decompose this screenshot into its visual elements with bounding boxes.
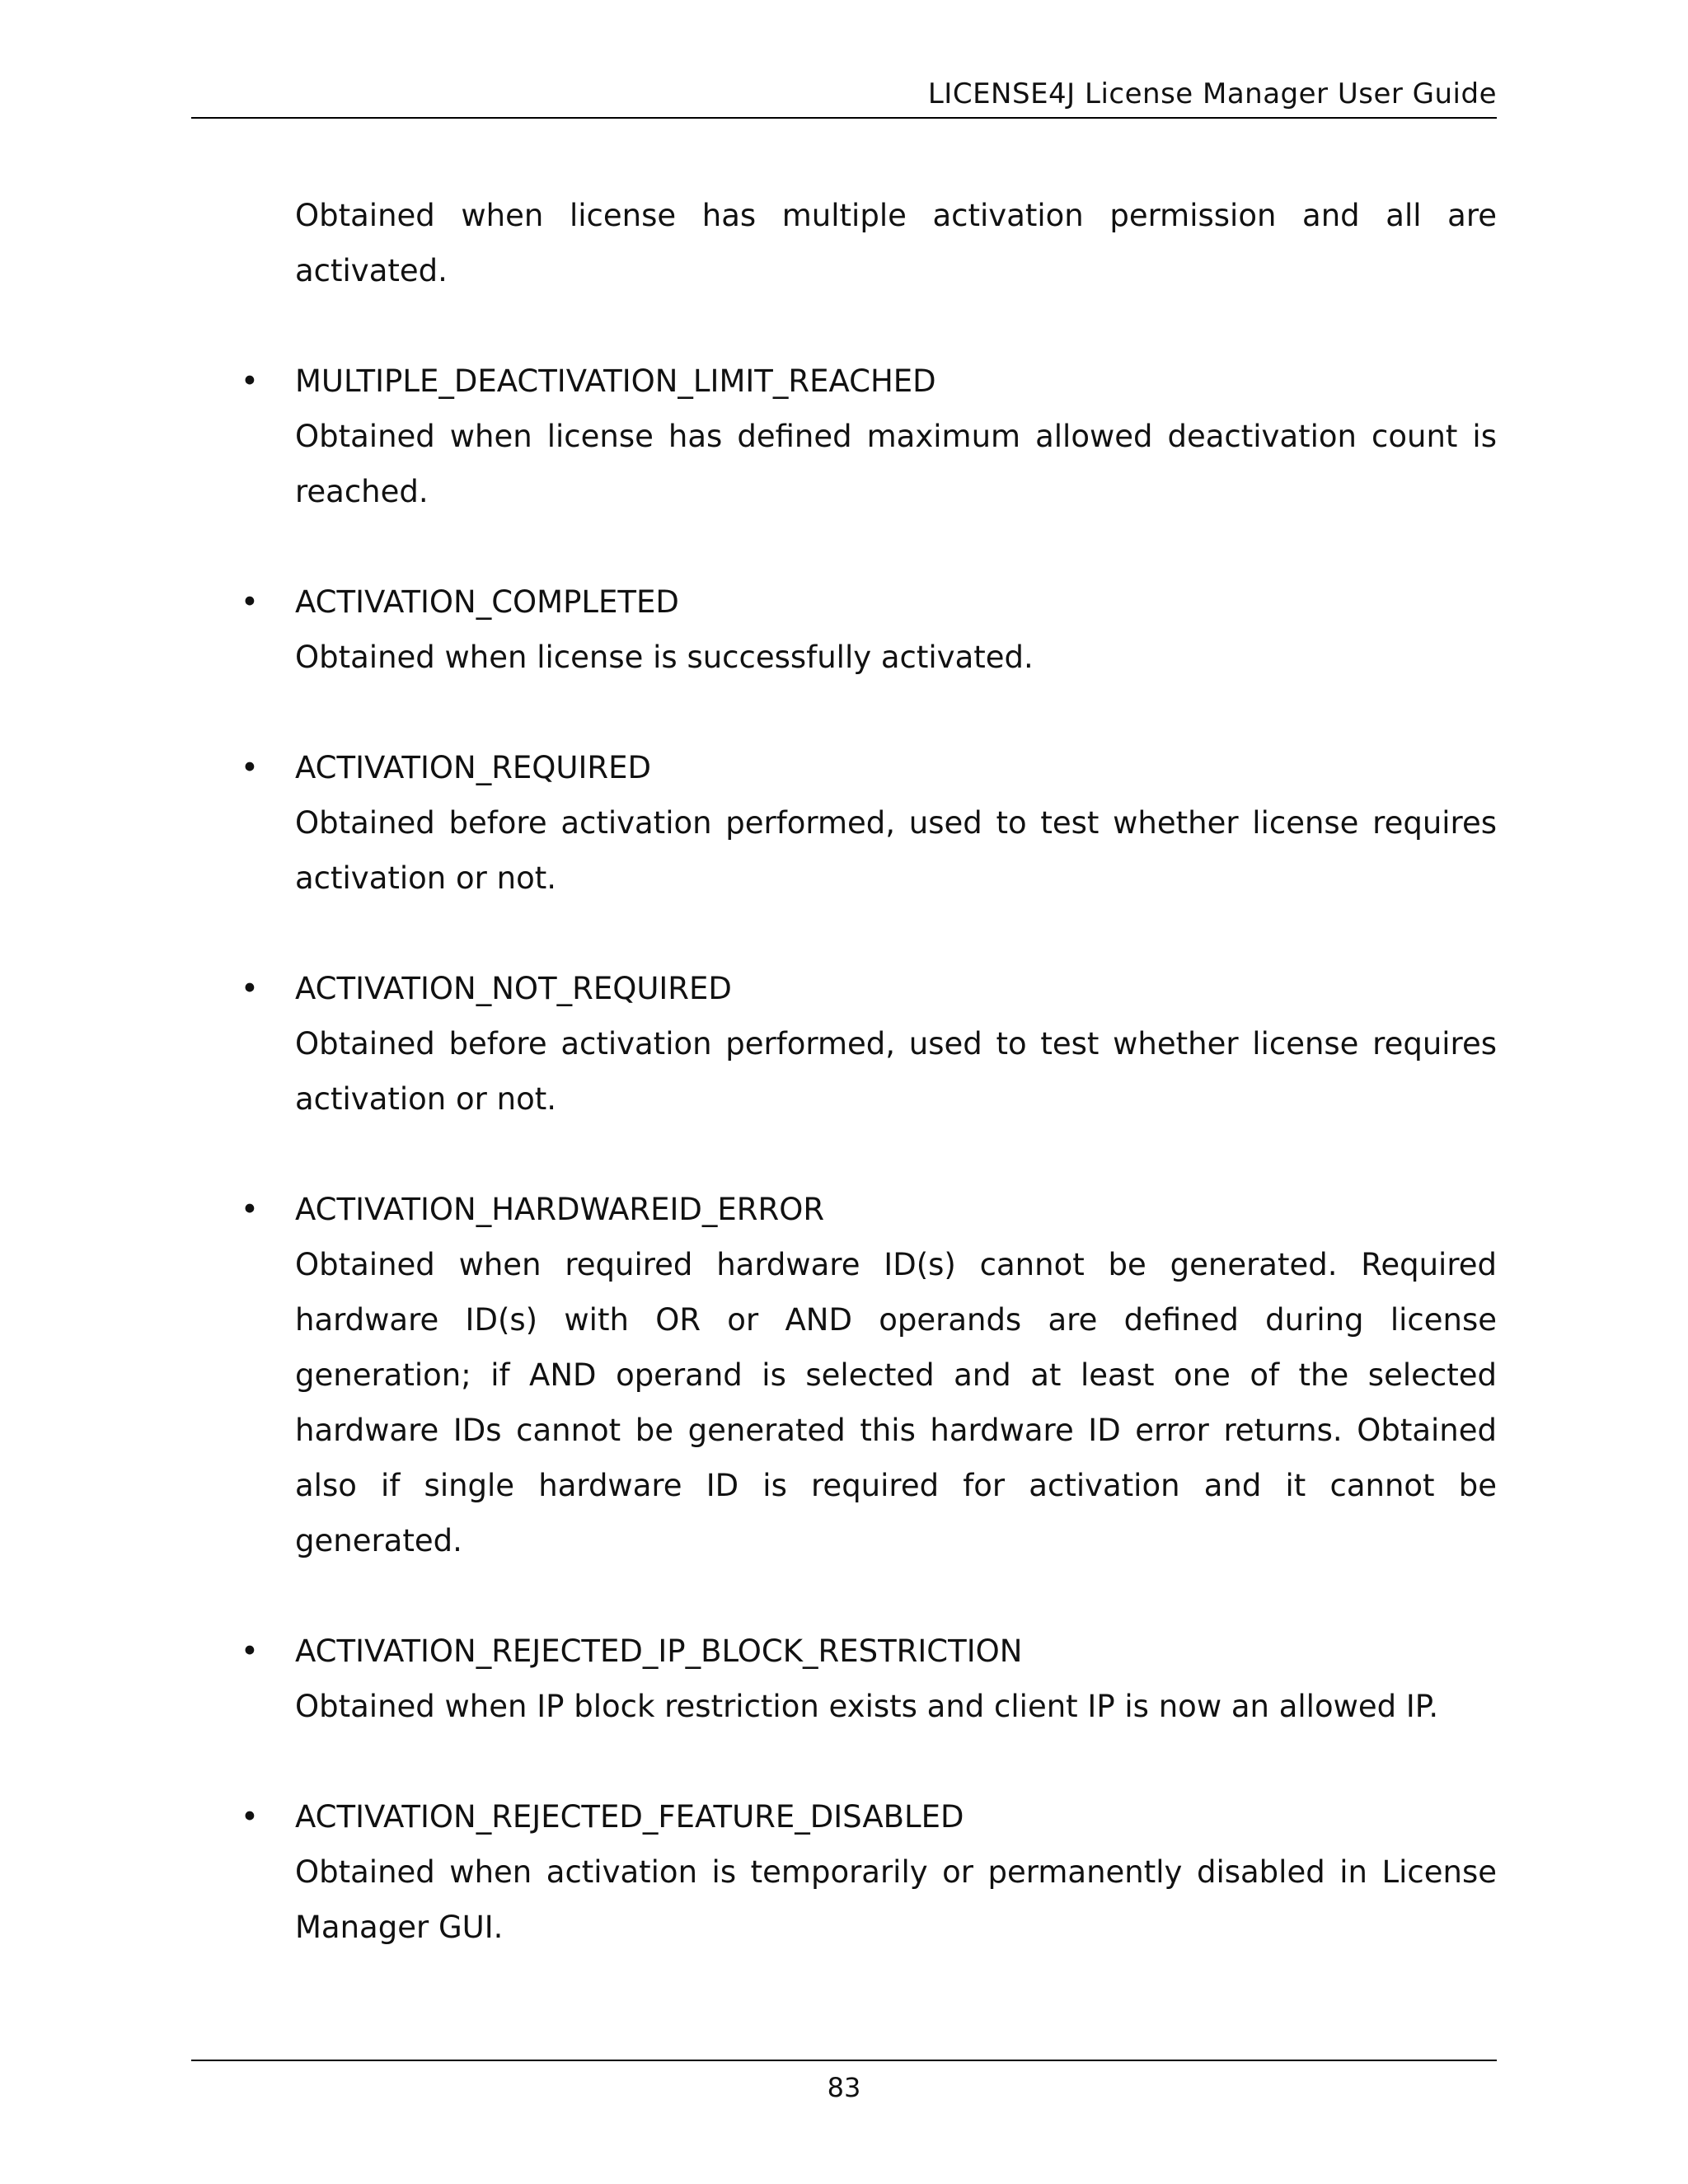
bullet-icon: • [241,1633,259,1669]
item-description: Obtained when activation is temporarily or permanently disabled in License Manager GUI. [295,1854,1497,1945]
item-code: ACTIVATION_REJECTED_FEATURE_DISABLED [295,1799,964,1835]
item-description: Obtained when IP block restriction exists and client IP is now an allowed IP. [295,1689,1439,1724]
list-item [191,1624,1497,1734]
page-content [191,188,1497,1955]
item-code: ACTIVATION_REQUIRED [295,750,651,785]
item-code: ACTIVATION_COMPLETED [295,584,679,620]
list-item [191,354,1497,519]
list-item [191,574,1497,685]
item-code: ACTIVATION_NOT_REQUIRED [295,971,732,1006]
item-description: Obtained before activation performed, used to test whether license requires activation or not. [295,805,1497,896]
item-description: Obtained when license has defined maximum allowed deactivation count is reached. [295,419,1497,509]
list-item [191,1789,1497,1955]
bullet-icon: • [241,971,259,1006]
page-header [191,76,1497,119]
bullet-icon: • [241,584,259,620]
list-item [191,740,1497,906]
bullet-icon: • [241,363,259,399]
item-code: MULTIPLE_DEACTIVATION_LIMIT_REACHED [295,363,936,399]
bullet-icon: • [241,1799,259,1835]
item-code: ACTIVATION_HARDWAREID_ERROR [295,1192,825,1227]
bullet-icon: • [241,1192,259,1227]
item-code: ACTIVATION_REJECTED_IP_BLOCK_RESTRICTION [295,1633,1023,1669]
item-description: Obtained when license is successfully activated. [295,640,1034,675]
list-item [191,1182,1497,1568]
intro-paragraph: Obtained when license has multiple activation permission and all are activated. [295,198,1497,288]
bullet-icon: • [241,750,259,785]
item-description: Obtained before activation performed, used to test whether license requires activation or not. [295,1026,1497,1117]
page-footer [191,2060,1497,2103]
page-number: 83 [827,2072,861,2103]
item-description: Obtained when required hardware ID(s) cannot be generated. Required hardware ID(s) with OR or AND operands are defined during license generation; if AND operand is selected and at least one of the selected hardware IDs cannot be generated this hardware ID error returns. Obtained also if single hardware ID is required for activation and it cannot be generated. [295,1247,1497,1558]
list-item [191,961,1497,1127]
header-title: LICENSE4J License Manager User Guide [927,77,1497,110]
